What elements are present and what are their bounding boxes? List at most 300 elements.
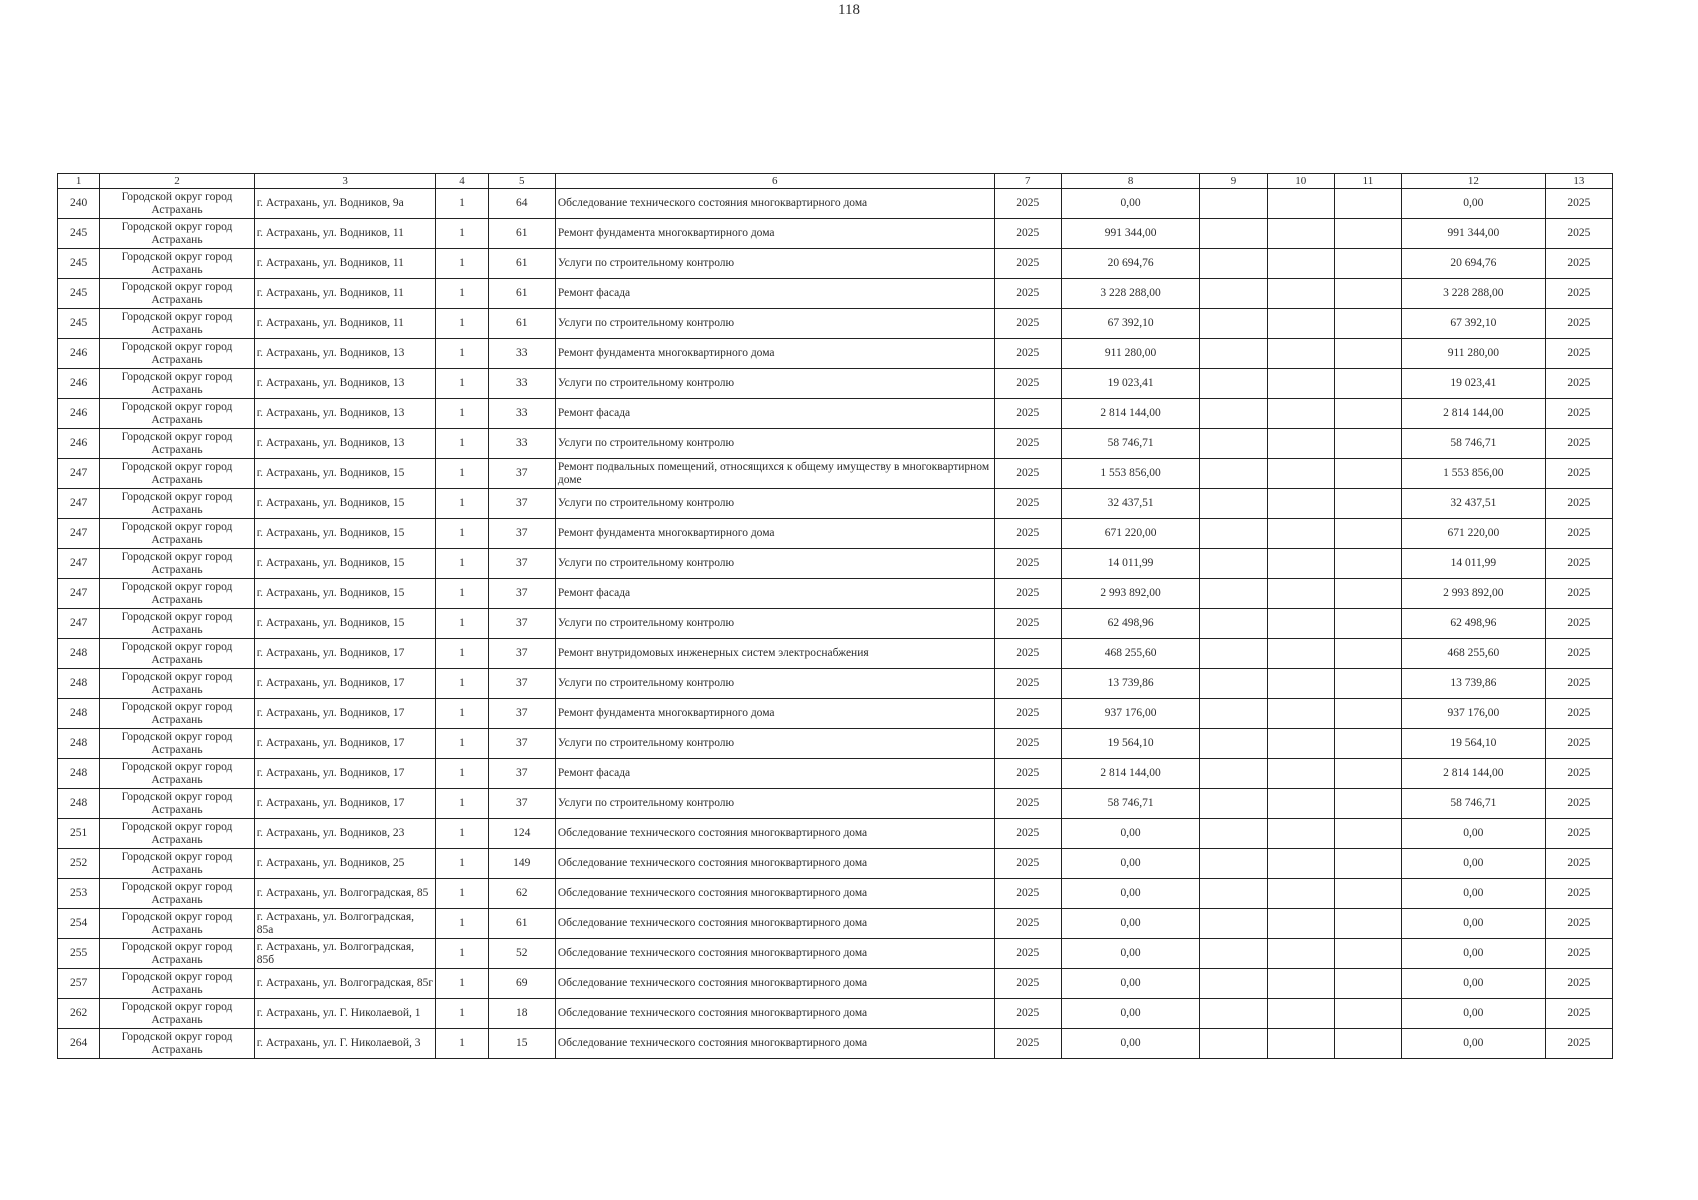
apartments-cell: 37 bbox=[488, 699, 555, 729]
completion-year-cell: 2025 bbox=[1545, 849, 1612, 879]
cost-cell: 1 553 856,00 bbox=[1061, 459, 1200, 489]
municipality-cell: Городской округ город Астрахань bbox=[100, 609, 255, 639]
count-cell: 1 bbox=[436, 279, 488, 309]
table-row bbox=[58, 339, 1613, 369]
address-cell: г. Астрахань, ул. Водников, 15 bbox=[254, 549, 436, 579]
col10-cell bbox=[1267, 309, 1334, 339]
cost-cell: 0,00 bbox=[1061, 969, 1200, 999]
total-cost-cell: 0,00 bbox=[1402, 939, 1546, 969]
column-number-header: 12 bbox=[1402, 174, 1546, 189]
row-number-cell: 247 bbox=[58, 579, 100, 609]
row-number-cell: 245 bbox=[58, 279, 100, 309]
work-type-cell: Обследование технического состояния многоквартирного дома bbox=[555, 999, 994, 1029]
year-cell: 2025 bbox=[994, 399, 1061, 429]
row-number-cell: 246 bbox=[58, 429, 100, 459]
total-cost-cell: 937 176,00 bbox=[1402, 699, 1546, 729]
work-type-cell: Ремонт фасада bbox=[555, 579, 994, 609]
col9-cell bbox=[1200, 489, 1267, 519]
total-cost-cell: 0,00 bbox=[1402, 969, 1546, 999]
completion-year-cell: 2025 bbox=[1545, 219, 1612, 249]
apartments-cell: 61 bbox=[488, 309, 555, 339]
total-cost-cell: 3 228 288,00 bbox=[1402, 279, 1546, 309]
work-type-cell: Услуги по строительному контролю bbox=[555, 309, 994, 339]
apartments-cell: 33 bbox=[488, 429, 555, 459]
count-cell: 1 bbox=[436, 669, 488, 699]
cost-cell: 58 746,71 bbox=[1061, 789, 1200, 819]
year-cell: 2025 bbox=[994, 219, 1061, 249]
total-cost-cell: 0,00 bbox=[1402, 819, 1546, 849]
apartments-cell: 37 bbox=[488, 459, 555, 489]
col11-cell bbox=[1334, 999, 1401, 1029]
municipality-cell: Городской округ город Астрахань bbox=[100, 939, 255, 969]
total-cost-cell: 2 814 144,00 bbox=[1402, 399, 1546, 429]
completion-year-cell: 2025 bbox=[1545, 999, 1612, 1029]
col10-cell bbox=[1267, 1029, 1334, 1059]
completion-year-cell: 2025 bbox=[1545, 729, 1612, 759]
table-row bbox=[58, 819, 1613, 849]
col9-cell bbox=[1200, 459, 1267, 489]
row-number-cell: 257 bbox=[58, 969, 100, 999]
column-number-header: 3 bbox=[254, 174, 436, 189]
col9-cell bbox=[1200, 729, 1267, 759]
table-row bbox=[58, 699, 1613, 729]
address-cell: г. Астрахань, ул. Водников, 25 bbox=[254, 849, 436, 879]
apartments-cell: 37 bbox=[488, 759, 555, 789]
col9-cell bbox=[1200, 279, 1267, 309]
col9-cell bbox=[1200, 789, 1267, 819]
year-cell: 2025 bbox=[994, 549, 1061, 579]
work-type-cell: Услуги по строительному контролю bbox=[555, 729, 994, 759]
apartments-cell: 37 bbox=[488, 789, 555, 819]
work-type-cell: Ремонт фундамента многоквартирного дома bbox=[555, 219, 994, 249]
table-row bbox=[58, 729, 1613, 759]
total-cost-cell: 67 392,10 bbox=[1402, 309, 1546, 339]
col9-cell bbox=[1200, 1029, 1267, 1059]
municipality-cell: Городской округ город Астрахань bbox=[100, 729, 255, 759]
address-cell: г. Астрахань, ул. Водников, 17 bbox=[254, 729, 436, 759]
col11-cell bbox=[1334, 819, 1401, 849]
col10-cell bbox=[1267, 939, 1334, 969]
col11-cell bbox=[1334, 459, 1401, 489]
year-cell: 2025 bbox=[994, 999, 1061, 1029]
col9-cell bbox=[1200, 669, 1267, 699]
apartments-cell: 37 bbox=[488, 639, 555, 669]
table-row bbox=[58, 189, 1613, 219]
col9-cell bbox=[1200, 939, 1267, 969]
row-number-cell: 246 bbox=[58, 369, 100, 399]
address-cell: г. Астрахань, ул. Водников, 11 bbox=[254, 279, 436, 309]
municipality-cell: Городской округ город Астрахань bbox=[100, 279, 255, 309]
column-number-header: 4 bbox=[436, 174, 488, 189]
table-row bbox=[58, 459, 1613, 489]
total-cost-cell: 911 280,00 bbox=[1402, 339, 1546, 369]
table-row bbox=[58, 669, 1613, 699]
address-cell: г. Астрахань, ул. Водников, 15 bbox=[254, 519, 436, 549]
total-cost-cell: 32 437,51 bbox=[1402, 489, 1546, 519]
count-cell: 1 bbox=[436, 399, 488, 429]
work-type-cell: Услуги по строительному контролю bbox=[555, 489, 994, 519]
completion-year-cell: 2025 bbox=[1545, 1029, 1612, 1059]
cost-cell: 0,00 bbox=[1061, 849, 1200, 879]
col10-cell bbox=[1267, 699, 1334, 729]
table-row bbox=[58, 579, 1613, 609]
address-cell: г. Астрахань, ул. Волгоградская, 85б bbox=[254, 939, 436, 969]
year-cell: 2025 bbox=[994, 789, 1061, 819]
table-row bbox=[58, 789, 1613, 819]
row-number-cell: 246 bbox=[58, 339, 100, 369]
total-cost-cell: 2 814 144,00 bbox=[1402, 759, 1546, 789]
column-number-header: 2 bbox=[100, 174, 255, 189]
table-row bbox=[58, 639, 1613, 669]
municipality-cell: Городской округ город Астрахань bbox=[100, 309, 255, 339]
work-type-cell: Услуги по строительному контролю bbox=[555, 429, 994, 459]
cost-cell: 3 228 288,00 bbox=[1061, 279, 1200, 309]
year-cell: 2025 bbox=[994, 909, 1061, 939]
apartments-cell: 62 bbox=[488, 879, 555, 909]
cost-cell: 671 220,00 bbox=[1061, 519, 1200, 549]
col9-cell bbox=[1200, 819, 1267, 849]
col10-cell bbox=[1267, 459, 1334, 489]
year-cell: 2025 bbox=[994, 639, 1061, 669]
year-cell: 2025 bbox=[994, 1029, 1061, 1059]
year-cell: 2025 bbox=[994, 669, 1061, 699]
col9-cell bbox=[1200, 759, 1267, 789]
work-type-cell: Обследование технического состояния многоквартирного дома bbox=[555, 969, 994, 999]
completion-year-cell: 2025 bbox=[1545, 699, 1612, 729]
col11-cell bbox=[1334, 669, 1401, 699]
table-body bbox=[58, 189, 1613, 1059]
year-cell: 2025 bbox=[994, 609, 1061, 639]
municipality-cell: Городской округ город Астрахань bbox=[100, 699, 255, 729]
cost-cell: 0,00 bbox=[1061, 1029, 1200, 1059]
year-cell: 2025 bbox=[994, 759, 1061, 789]
municipality-cell: Городской округ город Астрахань bbox=[100, 219, 255, 249]
address-cell: г. Астрахань, ул. Водников, 13 bbox=[254, 399, 436, 429]
year-cell: 2025 bbox=[994, 519, 1061, 549]
table-row bbox=[58, 309, 1613, 339]
count-cell: 1 bbox=[436, 249, 488, 279]
municipality-cell: Городской округ город Астрахань bbox=[100, 819, 255, 849]
col10-cell bbox=[1267, 369, 1334, 399]
address-cell: г. Астрахань, ул. Г. Николаевой, 3 bbox=[254, 1029, 436, 1059]
col9-cell bbox=[1200, 699, 1267, 729]
count-cell: 1 bbox=[436, 369, 488, 399]
completion-year-cell: 2025 bbox=[1545, 909, 1612, 939]
total-cost-cell: 13 739,86 bbox=[1402, 669, 1546, 699]
col9-cell bbox=[1200, 849, 1267, 879]
count-cell: 1 bbox=[436, 549, 488, 579]
row-number-cell: 240 bbox=[58, 189, 100, 219]
col9-cell bbox=[1200, 309, 1267, 339]
col11-cell bbox=[1334, 639, 1401, 669]
completion-year-cell: 2025 bbox=[1545, 249, 1612, 279]
total-cost-cell: 0,00 bbox=[1402, 909, 1546, 939]
col11-cell bbox=[1334, 249, 1401, 279]
row-number-cell: 245 bbox=[58, 309, 100, 339]
col10-cell bbox=[1267, 789, 1334, 819]
completion-year-cell: 2025 bbox=[1545, 549, 1612, 579]
col10-cell bbox=[1267, 249, 1334, 279]
col9-cell bbox=[1200, 609, 1267, 639]
municipality-cell: Городской округ город Астрахань bbox=[100, 369, 255, 399]
work-type-cell: Ремонт фасада bbox=[555, 759, 994, 789]
work-type-cell: Услуги по строительному контролю bbox=[555, 669, 994, 699]
municipality-cell: Городской округ город Астрахань bbox=[100, 249, 255, 279]
row-number-cell: 247 bbox=[58, 489, 100, 519]
cost-cell: 14 011,99 bbox=[1061, 549, 1200, 579]
total-cost-cell: 19 564,10 bbox=[1402, 729, 1546, 759]
col10-cell bbox=[1267, 879, 1334, 909]
total-cost-cell: 0,00 bbox=[1402, 189, 1546, 219]
work-type-cell: Ремонт фундамента многоквартирного дома bbox=[555, 519, 994, 549]
work-type-cell: Услуги по строительному контролю bbox=[555, 369, 994, 399]
total-cost-cell: 2 993 892,00 bbox=[1402, 579, 1546, 609]
apartments-cell: 15 bbox=[488, 1029, 555, 1059]
row-number-cell: 248 bbox=[58, 759, 100, 789]
municipality-cell: Городской округ город Астрахань bbox=[100, 639, 255, 669]
row-number-cell: 255 bbox=[58, 939, 100, 969]
work-type-cell: Ремонт фундамента многоквартирного дома bbox=[555, 699, 994, 729]
row-number-cell: 245 bbox=[58, 249, 100, 279]
col9-cell bbox=[1200, 219, 1267, 249]
row-number-cell: 262 bbox=[58, 999, 100, 1029]
col10-cell bbox=[1267, 579, 1334, 609]
col11-cell bbox=[1334, 699, 1401, 729]
row-number-cell: 245 bbox=[58, 219, 100, 249]
completion-year-cell: 2025 bbox=[1545, 819, 1612, 849]
total-cost-cell: 58 746,71 bbox=[1402, 429, 1546, 459]
count-cell: 1 bbox=[436, 459, 488, 489]
col9-cell bbox=[1200, 429, 1267, 459]
col11-cell bbox=[1334, 729, 1401, 759]
table-row bbox=[58, 249, 1613, 279]
row-number-cell: 252 bbox=[58, 849, 100, 879]
municipality-cell: Городской округ город Астрахань bbox=[100, 669, 255, 699]
table-row bbox=[58, 879, 1613, 909]
cost-cell: 19 023,41 bbox=[1061, 369, 1200, 399]
work-type-cell: Обследование технического состояния многоквартирного дома bbox=[555, 939, 994, 969]
table-row bbox=[58, 279, 1613, 309]
col11-cell bbox=[1334, 189, 1401, 219]
col10-cell bbox=[1267, 189, 1334, 219]
apartments-cell: 18 bbox=[488, 999, 555, 1029]
col11-cell bbox=[1334, 429, 1401, 459]
municipality-cell: Городской округ город Астрахань bbox=[100, 999, 255, 1029]
address-cell: г. Астрахань, ул. Водников, 11 bbox=[254, 249, 436, 279]
cost-cell: 0,00 bbox=[1061, 939, 1200, 969]
table-row bbox=[58, 999, 1613, 1029]
year-cell: 2025 bbox=[994, 489, 1061, 519]
table-row bbox=[58, 219, 1613, 249]
count-cell: 1 bbox=[436, 999, 488, 1029]
page-number: 118 bbox=[838, 2, 860, 18]
year-cell: 2025 bbox=[994, 849, 1061, 879]
count-cell: 1 bbox=[436, 519, 488, 549]
municipality-cell: Городской округ город Астрахань bbox=[100, 189, 255, 219]
col9-cell bbox=[1200, 369, 1267, 399]
apartments-cell: 37 bbox=[488, 519, 555, 549]
total-cost-cell: 20 694,76 bbox=[1402, 249, 1546, 279]
col9-cell bbox=[1200, 999, 1267, 1029]
col11-cell bbox=[1334, 219, 1401, 249]
total-cost-cell: 14 011,99 bbox=[1402, 549, 1546, 579]
total-cost-cell: 0,00 bbox=[1402, 999, 1546, 1029]
address-cell: г. Астрахань, ул. Водников, 11 bbox=[254, 219, 436, 249]
year-cell: 2025 bbox=[994, 729, 1061, 759]
row-number-cell: 247 bbox=[58, 609, 100, 639]
count-cell: 1 bbox=[436, 939, 488, 969]
col10-cell bbox=[1267, 549, 1334, 579]
col11-cell bbox=[1334, 849, 1401, 879]
col9-cell bbox=[1200, 909, 1267, 939]
cost-cell: 991 344,00 bbox=[1061, 219, 1200, 249]
total-cost-cell: 0,00 bbox=[1402, 879, 1546, 909]
cost-cell: 0,00 bbox=[1061, 909, 1200, 939]
year-cell: 2025 bbox=[994, 369, 1061, 399]
capital-repair-table bbox=[57, 173, 1613, 1059]
total-cost-cell: 62 498,96 bbox=[1402, 609, 1546, 639]
count-cell: 1 bbox=[436, 969, 488, 999]
total-cost-cell: 1 553 856,00 bbox=[1402, 459, 1546, 489]
completion-year-cell: 2025 bbox=[1545, 399, 1612, 429]
row-number-cell: 246 bbox=[58, 399, 100, 429]
col9-cell bbox=[1200, 519, 1267, 549]
work-type-cell: Обследование технического состояния многоквартирного дома bbox=[555, 189, 994, 219]
completion-year-cell: 2025 bbox=[1545, 879, 1612, 909]
address-cell: г. Астрахань, ул. Водников, 13 bbox=[254, 339, 436, 369]
completion-year-cell: 2025 bbox=[1545, 369, 1612, 399]
row-number-cell: 248 bbox=[58, 729, 100, 759]
col9-cell bbox=[1200, 579, 1267, 609]
col9-cell bbox=[1200, 969, 1267, 999]
row-number-cell: 253 bbox=[58, 879, 100, 909]
row-number-cell: 248 bbox=[58, 789, 100, 819]
completion-year-cell: 2025 bbox=[1545, 789, 1612, 819]
total-cost-cell: 991 344,00 bbox=[1402, 219, 1546, 249]
address-cell: г. Астрахань, ул. Водников, 23 bbox=[254, 819, 436, 849]
apartments-cell: 33 bbox=[488, 369, 555, 399]
municipality-cell: Городской округ город Астрахань bbox=[100, 909, 255, 939]
address-cell: г. Астрахань, ул. Волгоградская, 85г bbox=[254, 969, 436, 999]
col10-cell bbox=[1267, 909, 1334, 939]
address-cell: г. Астрахань, ул. Водников, 17 bbox=[254, 789, 436, 819]
column-number-header: 6 bbox=[555, 174, 994, 189]
apartments-cell: 124 bbox=[488, 819, 555, 849]
work-type-cell: Ремонт подвальных помещений, относящихся к общему имуществу в многоквартирном доме bbox=[555, 459, 994, 489]
apartments-cell: 33 bbox=[488, 399, 555, 429]
column-number-header: 7 bbox=[994, 174, 1061, 189]
work-type-cell: Ремонт фундамента многоквартирного дома bbox=[555, 339, 994, 369]
apartments-cell: 37 bbox=[488, 579, 555, 609]
address-cell: г. Астрахань, ул. Водников, 15 bbox=[254, 609, 436, 639]
year-cell: 2025 bbox=[994, 189, 1061, 219]
column-number-header: 1 bbox=[58, 174, 100, 189]
cost-cell: 58 746,71 bbox=[1061, 429, 1200, 459]
work-type-cell: Ремонт фасада bbox=[555, 279, 994, 309]
count-cell: 1 bbox=[436, 729, 488, 759]
total-cost-cell: 0,00 bbox=[1402, 1029, 1546, 1059]
address-cell: г. Астрахань, ул. Водников, 17 bbox=[254, 699, 436, 729]
address-cell: г. Астрахань, ул. Водников, 9а bbox=[254, 189, 436, 219]
col10-cell bbox=[1267, 429, 1334, 459]
count-cell: 1 bbox=[436, 699, 488, 729]
table-row bbox=[58, 429, 1613, 459]
table-row bbox=[58, 1029, 1613, 1059]
count-cell: 1 bbox=[436, 789, 488, 819]
row-number-cell: 247 bbox=[58, 519, 100, 549]
address-cell: г. Астрахань, ул. Г. Николаевой, 1 bbox=[254, 999, 436, 1029]
work-type-cell: Обследование технического состояния многоквартирного дома bbox=[555, 879, 994, 909]
row-number-cell: 248 bbox=[58, 669, 100, 699]
col11-cell bbox=[1334, 939, 1401, 969]
column-number-header: 5 bbox=[488, 174, 555, 189]
completion-year-cell: 2025 bbox=[1545, 639, 1612, 669]
count-cell: 1 bbox=[436, 1029, 488, 1059]
year-cell: 2025 bbox=[994, 249, 1061, 279]
apartments-cell: 52 bbox=[488, 939, 555, 969]
cost-cell: 2 814 144,00 bbox=[1061, 759, 1200, 789]
apartments-cell: 61 bbox=[488, 249, 555, 279]
address-cell: г. Астрахань, ул. Водников, 17 bbox=[254, 669, 436, 699]
total-cost-cell: 19 023,41 bbox=[1402, 369, 1546, 399]
completion-year-cell: 2025 bbox=[1545, 519, 1612, 549]
municipality-cell: Городской округ город Астрахань bbox=[100, 1029, 255, 1059]
address-cell: г. Астрахань, ул. Водников, 15 bbox=[254, 489, 436, 519]
apartments-cell: 37 bbox=[488, 669, 555, 699]
apartments-cell: 33 bbox=[488, 339, 555, 369]
apartments-cell: 64 bbox=[488, 189, 555, 219]
apartments-cell: 37 bbox=[488, 549, 555, 579]
count-cell: 1 bbox=[436, 909, 488, 939]
col11-cell bbox=[1334, 279, 1401, 309]
col10-cell bbox=[1267, 969, 1334, 999]
count-cell: 1 bbox=[436, 759, 488, 789]
row-number-cell: 248 bbox=[58, 699, 100, 729]
count-cell: 1 bbox=[436, 849, 488, 879]
cost-cell: 0,00 bbox=[1061, 999, 1200, 1029]
year-cell: 2025 bbox=[994, 579, 1061, 609]
col10-cell bbox=[1267, 489, 1334, 519]
col9-cell bbox=[1200, 339, 1267, 369]
work-type-cell: Услуги по строительному контролю bbox=[555, 549, 994, 579]
count-cell: 1 bbox=[436, 819, 488, 849]
column-number-row bbox=[58, 174, 1613, 189]
col10-cell bbox=[1267, 819, 1334, 849]
cost-cell: 19 564,10 bbox=[1061, 729, 1200, 759]
col10-cell bbox=[1267, 639, 1334, 669]
cost-cell: 0,00 bbox=[1061, 819, 1200, 849]
cost-cell: 32 437,51 bbox=[1061, 489, 1200, 519]
apartments-cell: 61 bbox=[488, 279, 555, 309]
count-cell: 1 bbox=[436, 579, 488, 609]
cost-cell: 20 694,76 bbox=[1061, 249, 1200, 279]
table-row bbox=[58, 849, 1613, 879]
cost-cell: 67 392,10 bbox=[1061, 309, 1200, 339]
col9-cell bbox=[1200, 189, 1267, 219]
col10-cell bbox=[1267, 999, 1334, 1029]
col11-cell bbox=[1334, 519, 1401, 549]
col11-cell bbox=[1334, 969, 1401, 999]
completion-year-cell: 2025 bbox=[1545, 669, 1612, 699]
completion-year-cell: 2025 bbox=[1545, 609, 1612, 639]
apartments-cell: 37 bbox=[488, 729, 555, 759]
apartments-cell: 61 bbox=[488, 909, 555, 939]
completion-year-cell: 2025 bbox=[1545, 579, 1612, 609]
row-number-cell: 248 bbox=[58, 639, 100, 669]
table-row bbox=[58, 519, 1613, 549]
col11-cell bbox=[1334, 549, 1401, 579]
year-cell: 2025 bbox=[994, 459, 1061, 489]
